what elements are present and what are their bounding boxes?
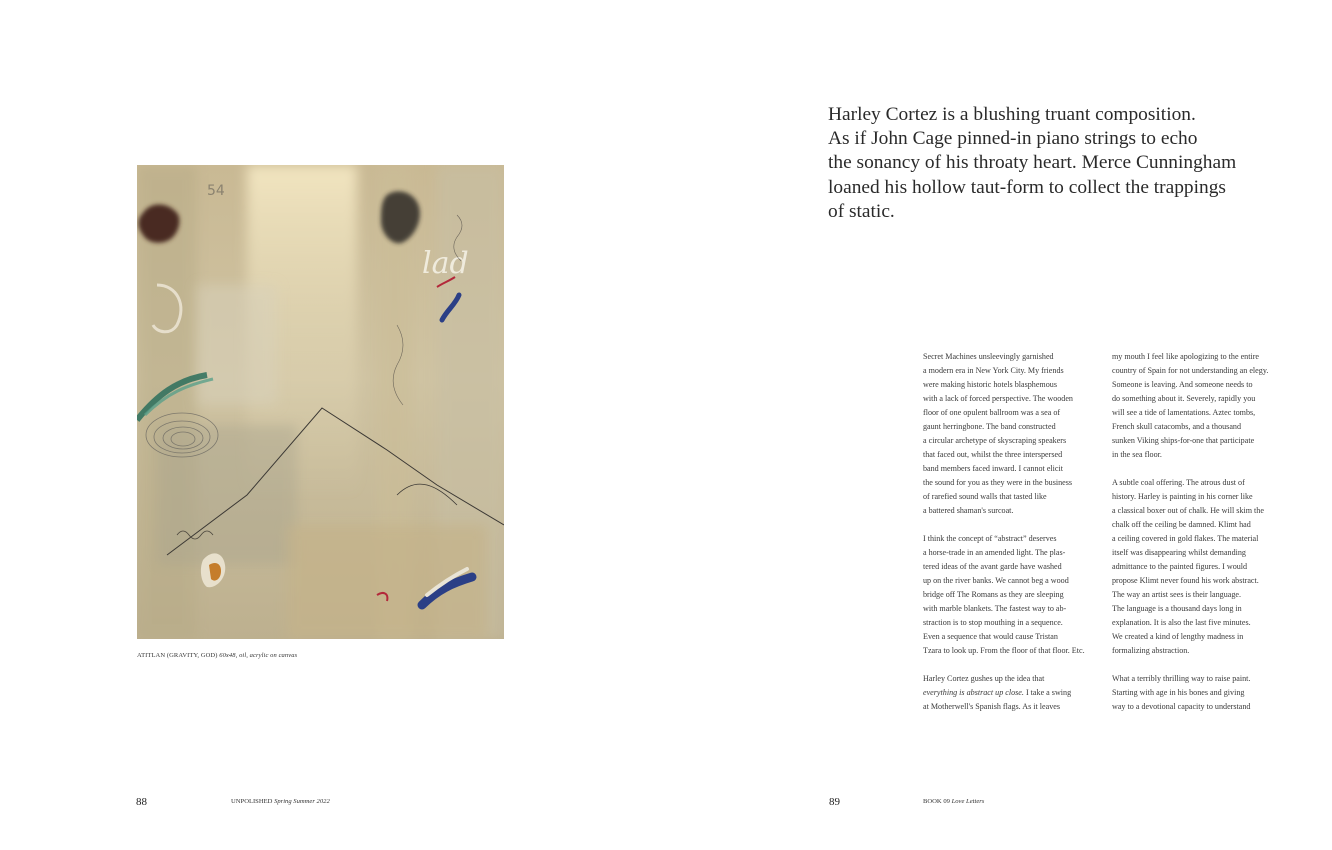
text-line: the sound for you as they were in the business xyxy=(923,478,1073,487)
text-line: Tzara to look up. From the floor of that floor. Etc. xyxy=(923,646,1085,655)
text-line: way to a devotional capacity to understand xyxy=(1112,702,1251,711)
text-line: a ceiling covered in gold flakes. The material xyxy=(1112,534,1259,543)
page-number-right: 89 xyxy=(829,796,840,808)
text-line: in the sea floor. xyxy=(1112,450,1162,459)
caption-details: 60x48, oil, acrylic on canvas xyxy=(219,652,298,659)
text-line: gaunt herringbone. The band constructed xyxy=(923,422,1056,431)
text-line: at Motherwell's Spanish flags. As it leaves xyxy=(923,702,1061,711)
text-line: formalizing abstraction. xyxy=(1112,646,1190,655)
paragraph xyxy=(923,350,1103,518)
text-line: chalk off the ceiling be damned. Klimt had xyxy=(1112,520,1251,529)
text-line: a classical boxer out of chalk. He will skim the xyxy=(1112,506,1264,515)
pull-quote-line: As if John Cage pinned-in piano strings to echo xyxy=(828,128,1198,150)
text-line: that faced out, whilst the three interspersed xyxy=(923,450,1063,459)
body-column-1 xyxy=(923,350,1103,714)
text-line: a modern era in New York City. My friends xyxy=(923,366,1064,375)
paragraph xyxy=(1112,476,1292,658)
book-name: BOOK 09 xyxy=(923,798,950,805)
text-line: with a lack of forced perspective. The wooden xyxy=(923,394,1073,403)
paragraph xyxy=(923,532,1103,658)
body-column-2 xyxy=(1112,350,1292,714)
text-line: itself was disappearing whilst demanding xyxy=(1112,548,1246,557)
text-line: propose Klimt never found his work abstract. xyxy=(1112,576,1259,585)
text-line: band members faced inward. I cannot elicit xyxy=(923,464,1064,473)
running-head-right xyxy=(923,798,984,805)
text-line: will see a tide of lamentations. Aztec tombs, xyxy=(1112,408,1256,417)
pull-quote-line: of static. xyxy=(828,200,895,222)
text-line: explanation. It is also the last five minutes. xyxy=(1112,618,1251,627)
text-line: French skull catacombs, and a thousand xyxy=(1112,422,1242,431)
text-line: were making historic hotels blasphemous xyxy=(923,380,1057,389)
text-line: A subtle coal offering. The atrous dust of xyxy=(1112,478,1245,487)
text-line: What a terribly thrilling way to raise paint. xyxy=(1112,674,1251,683)
text-line: a battered shaman's surcoat. xyxy=(923,506,1014,515)
text-line: Secret Machines unsleevingly garnished xyxy=(923,352,1054,361)
text-line: a horse-trade in an amended light. The plas- xyxy=(923,548,1066,557)
text-line: with marble blankets. The fastest way to ab- xyxy=(923,604,1067,613)
paragraph-gap xyxy=(1112,462,1292,476)
text-line: admittance to the painted figures. I would xyxy=(1112,562,1248,571)
text-line: of rarefied sound walls that tasted like xyxy=(923,492,1047,501)
text-line xyxy=(923,686,1103,700)
text-line: The language is a thousand days long in xyxy=(1112,604,1242,613)
text-line: We created a kind of lengthy madness in xyxy=(1112,632,1244,641)
pull-quote-line: the sonancy of his throaty heart. Merce Cunningham xyxy=(828,152,1237,174)
painting-inscription-lad: lad xyxy=(422,246,469,281)
paragraph xyxy=(923,672,1103,714)
section-name: Love Letters xyxy=(951,798,985,805)
paragraph-gap xyxy=(1112,658,1292,672)
text-line: straction is to stop mouthing in a sequence. xyxy=(923,618,1063,627)
italic-phrase: everything is abstract up close. xyxy=(923,688,1024,697)
paragraph-gap xyxy=(923,518,1103,532)
paragraph xyxy=(1112,350,1292,462)
pull-quote-line: Harley Cortez is a blushing truant composition. xyxy=(828,104,1196,125)
text-line: do something about it. Severely, rapidly you xyxy=(1112,394,1256,403)
painting-caption xyxy=(137,652,497,659)
text-line: Starting with age in his bones and giving xyxy=(1112,688,1245,697)
text-line: floor of one opulent ballroom was a sea of xyxy=(923,408,1061,417)
text-line: I think the concept of “abstract” deserves xyxy=(923,534,1057,543)
painting-image xyxy=(137,165,504,639)
running-head-left xyxy=(231,798,330,805)
text-line: up on the river banks. We cannot beg a wood xyxy=(923,576,1069,585)
page-number-left: 88 xyxy=(136,796,147,808)
text-line: country of Spain for not understanding an elegy. xyxy=(1112,366,1269,375)
text-line: Someone is leaving. And someone needs to xyxy=(1112,380,1253,389)
issue-name: Spring Summer 2022 xyxy=(274,798,330,805)
text-line: a circular archetype of skyscraping speakers xyxy=(923,436,1067,445)
text-line: sunken Viking ships-for-one that participate xyxy=(1112,436,1255,445)
text-line: tered ideas of the avant garde have washed xyxy=(923,562,1062,571)
text-line: The way an artist sees is their language. xyxy=(1112,590,1242,599)
paragraph xyxy=(1112,672,1292,714)
text-line: Even a sequence that would cause Tristan xyxy=(923,632,1058,641)
magazine-name: UNPOLISHED xyxy=(231,798,273,805)
painting-artwork xyxy=(137,165,504,639)
pull-quote-line: loaned his hollow taut-form to collect the trappings xyxy=(828,176,1226,198)
text-line: Harley Cortez gushes up the idea that xyxy=(923,674,1045,683)
text-fragment: I take a swing xyxy=(1023,688,1072,697)
text-line: bridge off The Romans as they are sleeping xyxy=(923,590,1064,599)
text-line: my mouth I feel like apologizing to the entire xyxy=(1112,352,1259,361)
paragraph-gap xyxy=(923,658,1103,672)
pull-quote xyxy=(828,103,1298,224)
painting-inscription-54: 54 xyxy=(207,183,225,199)
caption-title: ATITLAN (GRAVITY, GOD) xyxy=(137,652,218,659)
text-line: history. Harley is painting in his corner like xyxy=(1112,492,1253,501)
